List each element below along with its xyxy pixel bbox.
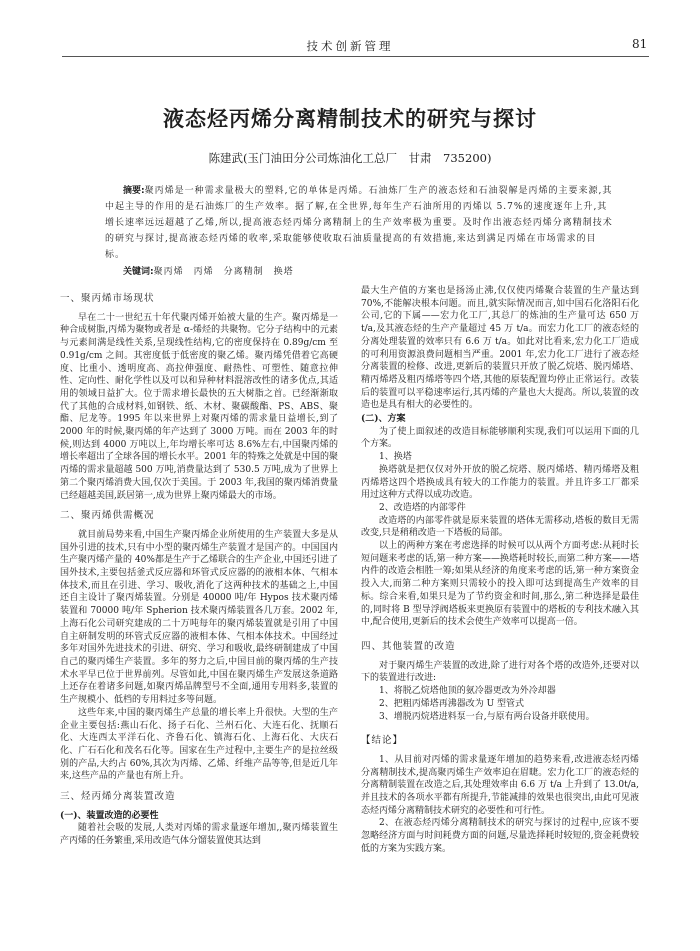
paragraph: 1、从目前对丙烯的需求量逐年增加的趋势来看,改进液态烃丙烯分离精制技术,提高聚丙烯生产效率迫在眉睫。宏力化工厂的液态烃的分离精制装置在改造之后,其处理效率由 6.6 万 t/a 上升到了 13.0t/a,并且技术的各项水平都有所提升,节能减排的效果也很突出,由此可见液态烃丙烯分离精制技术研究的必要性和可行性。: [361, 754, 639, 816]
list-item: 3、增脱丙烷塔进料泵一台,与原有两台设备并联使用。: [379, 711, 595, 722]
right-column: [361, 285, 639, 856]
list-item-heading: 1、换塔: [379, 452, 412, 463]
list-item-heading: 2、改造塔的内部零件: [379, 502, 466, 513]
keywords-line: [105, 264, 613, 280]
abstract-label: 摘要:: [123, 186, 145, 196]
paragraph: 换塔就是把仅仅对外开放的脱乙烷塔、脱丙烯塔、精丙烯塔及粗丙烯塔这四个塔换成具有较大的工作能力的装置。并且许多工厂都采用过这种方式得以成功改造。: [361, 464, 639, 501]
paragraph: 改造塔的内部零件就是原来装置的塔体无需移动,塔板的数目无需改变,只是稍稍改造一下塔板的局部。: [361, 515, 639, 539]
keywords-label: 关键词:: [123, 267, 154, 277]
section-heading-other: 四、其他装置的改造: [361, 640, 456, 652]
abstract-text: 聚丙烯是一种需求量极大的塑料,它的单体是丙烯。石油炼厂生产的液态烃和石油裂解是丙烯的主要来源,其中起主导的作用的是石油炼厂的生产效率。据了解,在全世界,每年生产石油所用的丙烯以 5.7%的速度逐年上升,其增长速率远远超越了乙烯,所以,提高液态烃丙烯分离精制上的生产效率极为重要。及时作出液态烃丙烯分离精制技术的研究与探讨,提高液态烃丙烯的收率,采取能够使收取石油质量提高的有效措施,来达到满足丙烯在市场需求的目标。: [105, 186, 613, 260]
running-title: 技术创新管理: [306, 39, 394, 53]
article-title: 液态烃丙烯分离精制技术的研究与探讨: [163, 106, 537, 131]
paragraph: 就目前局势来看,中国生产聚丙烯企业所使用的生产装置大多是从国外引进的技术,只有中小型的聚丙烯生产装置才是国产的。中国国内生产聚丙烯产量的 40%都是生产于乙烯联合的生产企业,中国还引进了国外技术,主要包括釜式反应器和环管式反应器的的液相本体、气相本体技术,而且在引进、学习、吸收,消化了这两种技术的基础之上,中国还自主设计了聚丙烯装置。分别是 40000 吨/年 Hypos 技术聚丙烯装置和 70000 吨/年 Spherion 技术聚丙烯装置各几万套。2002 年,上海石化公司研究建成的二十万吨每年的聚丙烯装置就是引用了中国自主研制发明的环管式反应器的液相本体、气相本体技术。中国经过多年对国外先进技术的引进、研究、学习和吸收,最终研制建成了中国自己的聚丙烯生产装置。多年的努力之后,中国目前的聚丙烯的生产技术水平早已位于世界前列。尽管如此,中国在聚丙烯生产发展这条道路上还存在着诸多问题,如聚丙烯品牌型号不全面,通用专用料多,装置的生产规模小、低档的专用料过多等问题。: [60, 529, 338, 706]
header-rule: [62, 56, 649, 57]
paragraph: 对于聚丙烯生产装置的改进,除了进行对各个塔的改造外,还要对以下的装置进行改进:: [361, 660, 639, 684]
section-heading-market: 一、聚丙烯市场现状: [60, 293, 155, 304]
paragraph: 早在二十一世纪五十年代聚丙烯开始被大量的生产。聚丙烯是一种合成树脂,丙烯为聚物或者是 α-烯烃的共聚物。它分子结构中的元素与元素间满是线性关系,呈现线性结构,它的密度保持在 0.89g/cm 至 0.91g/cm 之间。其密度低于低密度的聚乙烯。聚丙烯凭借着它高硬度、比重小、透明度高、高拉伸强度、耐热性、可塑性、随意拉伸性、定向性、耐化学性以及可以和异种材料混溶改性的诸多优点,其适用的领域日益扩大。位于需求增长最快的五大树脂之首。已经渐渐取代了其他的合成材料,如钢铁、纸、木材、聚碳酸酯、PS、ABS、聚酯、尼龙等。1995 年以来世界上对聚丙烯的需求量日益增长,到了 2000 年的时候,聚丙烯的年产达到了 3000 万吨。而在 2003 年的时候,则达到 4000 万吨以上,年均增长率可达 8.6%左右,中国聚丙烯的增长率超出了全球各国的增长水平。2001 年的特殊之处就是中国的聚丙烯的需求量超越 500 万吨,消费量达到了 530.5 万吨,成为了世界上第二个聚丙烯消费大国,仅次于美国。于 2003 年,我国的聚丙烯消费量已经超越美国,跃居第一,成为世界上聚丙烯最大的市场。: [60, 312, 338, 501]
paragraph: 随着社会吸的发展,人类对丙烯的需求量逐年增加,,聚丙烯装置生产丙烯的任务繁重,采用改造气体分馏装置使其达到: [60, 823, 338, 847]
keywords-text: 聚丙烯 丙烯 分离精制 换塔: [153, 267, 294, 277]
paragraph: 2、在液态烃丙烯分离精制技术的研究与探讨的过程中,应该不要忽略经济方面与时间耗费方面的问题,尽量选择耗时较短的,资金耗费较低的方案为实践方案。: [361, 818, 639, 854]
subsection-heading-necessity: (一)、装置改造的必要性: [60, 810, 159, 821]
page-number: 81: [632, 37, 648, 51]
paragraph: 这些年来,中国的聚丙烯生产总量的增长率上升很快。大型的生产企业主要包括:燕山石化、扬子石化、兰州石化、大连石化、抚顺石化、大连西太平洋石化、齐鲁石化、镇海石化、上海石化、大庆石化、广石石化和茂名石化等。国家在生产过程中,主要生产的是拉丝级别的产品,大约占 60%,其次为丙烯、乙烯、纤维产品等等,但是近几年来,这些产品的产量也有所上升。: [60, 707, 338, 782]
paragraph: 为了使上面叙述的改造目标能够顺利实现,我们可以运用下面的几个方案。: [361, 426, 639, 450]
subsection-heading-plan: (二)、方案: [361, 414, 406, 425]
left-column: [60, 285, 338, 848]
section-heading-retrofit: 三、烃丙烯分离装置改造: [60, 791, 176, 803]
paragraph: 以上的两种方案在考虑选择的时候可以从两个方面考虑:从耗时长短问题来考虑的话,第一种方案——换塔耗时较长,而第二种方案——塔内件的改造会相胜一筹;如果从经济的角度来考虑的话,第一种方案资金投入大,而第二种方案则只需较小的投入即可达到提高生产效率的目标。综合来看,如果只是为了节约资金和时间,那么,第二种选择是最佳的,同时将 B 型导浮阀塔板来更换原有装置中的塔板的专利技术融入其中,配合使用,更新后的技术会使生产效率可以提高一倍。: [361, 541, 639, 628]
list-item: 1、将脱乙烷塔他顶的氨冷器更改为外冷却器: [379, 686, 556, 697]
author-line: 陈建武(玉门油田分公司炼油化工总厂 甘肃 735200): [208, 151, 492, 165]
paragraph: 最大生产值的方案也是扬汤止沸,仅仅使丙烯聚合装置的生产量达到 70%,不能解决根本问题。而且,就实际情况而言,如中国石化洛阳石化公司,它的下属——宏力化工厂,其总厂的炼油的生产量可达 650 万 t/a,及其液态烃的生产产量超过 45 万 t/a。而宏力化工厂的液态烃的分离处理装置的效率只有 6.6 万 t/a。如此对比看来,宏力化工厂造成的可利用资源浪费问题相当严重。2001 年,宏力化工厂进行了液态烃分离装置的检修、改进,更新后的装置只开放了脱乙烷塔、脱丙烯塔、精丙烯塔及粗丙烯塔等四个塔,其他的原装配置均停止正常运行。改装后的装置可以平稳速率运行,其丙烯的产量也大大提高。所以,装置的改造也是具有相大的必要性的。: [361, 286, 639, 411]
abstract-block: [105, 183, 613, 280]
list-item: 2、把粗丙烯塔再沸器改为 U 型管式: [379, 698, 525, 709]
abstract-paragraph: [105, 183, 613, 263]
section-heading-conclusion: 【结论】: [361, 735, 404, 747]
section-heading-supply: 二、聚丙烯供需概况: [60, 510, 155, 522]
